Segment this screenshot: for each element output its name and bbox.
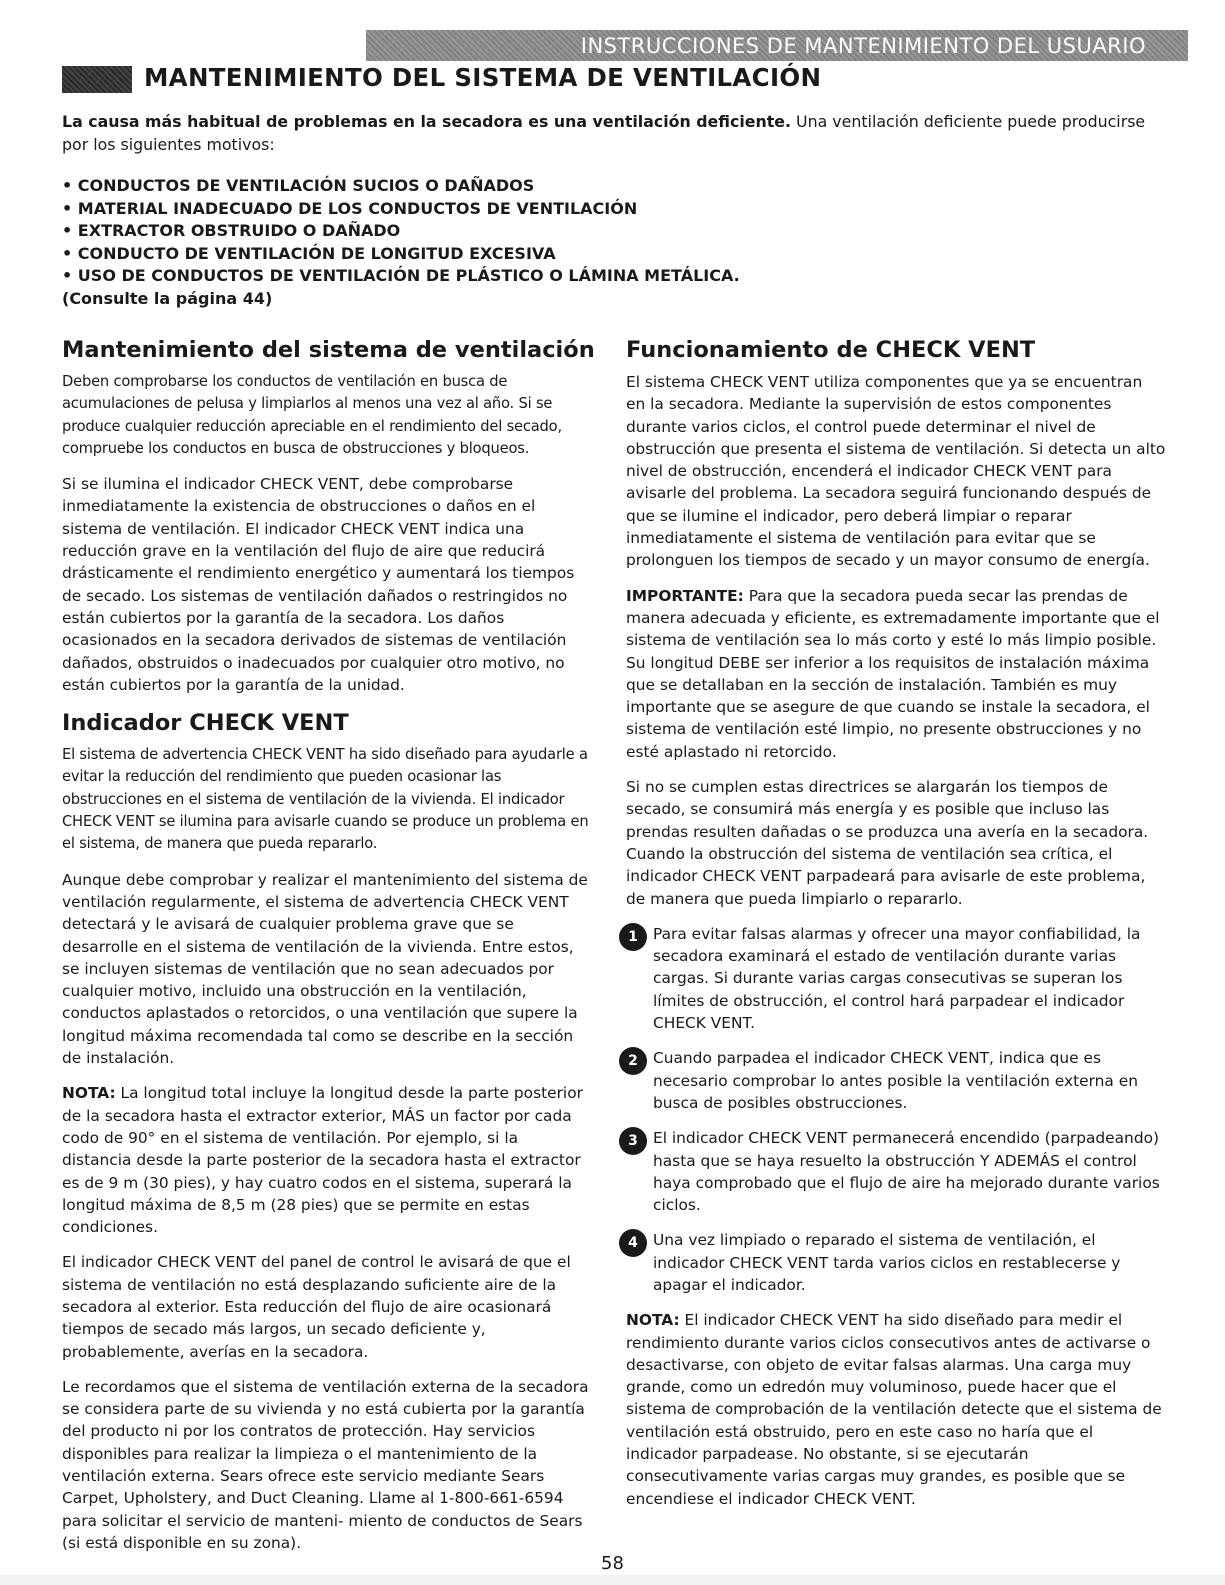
cause-item: • USO DE CONDUCTOS DE VENTILACIÓN DE PLÁSTICO O LÁMINA METÁLICA. xyxy=(62,266,740,285)
section-heading-operation: Funcionamiento de CHECK VENT xyxy=(626,337,1036,363)
numbered-item xyxy=(626,1229,1166,1296)
important-paragraph xyxy=(626,585,1166,763)
page-title: MANTENIMIENTO DEL SISTEMA DE VENTILACIÓN xyxy=(144,63,822,92)
paragraph: El sistema CHECK VENT utiliza componentes que ya se encuentran en la secadora. Mediante la supervisión de estos componentes durante varios ciclos, el control puede determinar el nivel de obstrucción que presenta el sistema de ventilación. Si detecta un alto nivel de obstrucción, encenderá el indicador CHECK VENT para avisarle del problema. La secadora seguirá funcionando después de que se ilumine el indicador, pero deberá limpiar o reparar inmediatamente el sistema de ventilación para evitar que se prolonguen los tiempos de secado y un mayor consumo de energía. xyxy=(626,373,1166,570)
numbered-item xyxy=(626,1047,1166,1114)
number-badge-icon: 2 xyxy=(619,1047,647,1075)
left-column xyxy=(62,336,595,1567)
note-paragraph xyxy=(62,1082,590,1238)
causes-list xyxy=(62,175,1167,310)
paragraph: Si se ilumina el indicador CHECK VENT, debe comprobarse inmediatamente la existencia de obstrucciones o daños en el sistema de ventilación. El indicador CHECK VENT indica una reducción grave en la ventilación del flujo de aire que reducirá drásticamente el rendimiento energético y aumentará los tiempos de secado. Los sistemas de ventilación dañados o restringidos no están cubiertos por la garantía de la secadora. Los daños ocasionados en la secadora derivados de sistemas de ventilación dañados, obstruidos o inadecuados por cualquier otro motivo, no están cubiertos por la garantía de la unidad. xyxy=(62,475,575,694)
cause-item: • EXTRACTOR OBSTRUIDO O DAÑADO xyxy=(62,221,401,240)
page-number: 58 xyxy=(601,1553,624,1574)
note-paragraph xyxy=(626,1309,1166,1510)
paragraph: Aunque debe comprobar y realizar el mantenimiento del sistema de ventilación regularmente, el sistema de advertencia CHECK VENT detectará y le avisará de cualquier problema grave que se desarrolle en el sistema de ventilación de la vivienda. Entre estos, se incluyen sistemas de ventilación que no sean adecuados por cualquier motivo, incluido una obstrucción en la ventilación, conductos aplastados o retorcidos, o una ventilación que supere la longitud máxima recomendada tal como se describe en la sección de instalación. xyxy=(62,870,588,1068)
numbered-item xyxy=(626,923,1166,1034)
intro-rest: Una ventilación deficiente puede producirse por los siguientes motivos: xyxy=(62,112,1146,154)
paragraph: El indicador CHECK VENT del panel de control le avisará de que el sistema de ventilación no está desplazando suficiente aire de la secadora al exterior. Esta reducción del flujo de aire ocasionará tiempos de secado más largos, un secado deficiente y, probablemente, averías en la secadora. xyxy=(62,1253,571,1361)
numbered-item-text: Para evitar falsas alarmas y ofrecer una mayor confiabilidad, la secadora examinará el estado de ventilación durante varias cargas. Si durante varias cargas consecutivas se superan los límites de obstrucción, el control hará parpadear el indicador CHECK VENT. xyxy=(653,924,1141,1033)
banner-text: INSTRUCCIONES DE MANTENIMIENTO DEL USUARIO xyxy=(580,33,1146,58)
cause-item: • MATERIAL INADECUADO DE LOS CONDUCTOS DE VENTILACIÓN xyxy=(62,198,638,218)
section-banner xyxy=(366,30,1188,61)
section-heading-maintenance: Mantenimiento del sistema de ventilación xyxy=(62,337,595,363)
important-label: IMPORTANTE: xyxy=(626,586,744,605)
right-column xyxy=(626,336,1166,1523)
cause-reference: (Consulte la página 44) xyxy=(62,288,273,308)
numbered-item-text: Una vez limpiado o reparado el sistema de ventilación, el indicador CHECK VENT tarda varios ciclos en restablecerse y apagar el indicador. xyxy=(653,1231,1121,1294)
note-label: NOTA: xyxy=(62,1084,116,1103)
cause-item: • CONDUCTOS DE VENTILACIÓN SUCIOS O DAÑADOS xyxy=(62,176,535,195)
cause-item: • CONDUCTO DE VENTILACIÓN DE LONGITUD EXCESIVA xyxy=(62,243,556,263)
number-badge-icon: 1 xyxy=(619,923,647,951)
numbered-item-text: Cuando parpadea el indicador CHECK VENT, indica que es necesario comprobar lo antes posible la ventilación externa en busca de posibles obstrucciones. xyxy=(653,1049,1138,1112)
intro-bold: La causa más habitual de problemas en la secadora es una ventilación deficiente. xyxy=(62,112,791,131)
numbered-item xyxy=(626,1127,1166,1216)
paragraph: El sistema de advertencia CHECK VENT ha sido diseñado para ayudarle a evitar la reducción del rendimiento que pueden ocasionar las obstrucciones en el sistema de ventilación de la vivienda. El indicador CHECK VENT se ilumina para avisarle cuando se produce un problema en el sistema, de manera que pueda repararlo. xyxy=(62,746,589,853)
bottom-edge xyxy=(0,1575,1225,1585)
numbered-item-text: El indicador CHECK VENT permanecerá encendido (parpadeando) hasta que se haya resuelto la obstrucción Y ADEMÁS el control haya comprobado que el flujo de aire ha mejorado durante varios ciclos. xyxy=(653,1129,1160,1215)
paragraph: Si no se cumplen estas directrices se alargarán los tiempos de secado, se consumirá más energía y es posible que incluso las prendas resulten dañadas o se produzca una avería en la secadora. Cuando la obstrucción del sistema de ventilación sea crítica, el indicador CHECK VENT parpadeará para avisarle de este problema, de manera que pueda limpiarlo o repararlo. xyxy=(626,778,1149,908)
number-badge-icon: 3 xyxy=(619,1127,647,1155)
important-text: Para que la secadora pueda secar las prendas de manera adecuada y eficiente, es extremadamente importante que el sistema de ventilación sea lo más corto y esté lo más limpio posible. Su longitud DEBE ser inferior a los requisitos de instalación máxima que se detallaban en la sección de instalación. También es muy importante que se asegure de que cuando se instale la secadora, el sistema de ventilación esté limpio, no presente obstrucciones y no esté aplastado ni retorcido. xyxy=(626,586,1160,761)
note-text: La longitud total incluye la longitud desde la parte posterior de la secadora hasta el extractor exterior, MÁS un factor por cada codo de 90° en el sistema de ventilación. Por ejemplo, si la distancia desde la parte posterior de la secadora hasta el extractor es de 9 m (30 pies), y hay cuatro codos en el sistema, superará la longitud máxima de 8,5 m (28 pies) que se permite en estas condiciones. xyxy=(62,1084,583,1237)
intro-paragraph xyxy=(62,110,1167,156)
title-marker-block xyxy=(62,66,132,93)
paragraph: Deben comprobarse los conductos de ventilación en busca de acumulaciones de pelusa y limpiarlos al menos una vez al año. Si se produce cualquier reducción apreciable en el rendimiento del secado, compruebe los conductos en busca de obstrucciones y bloqueos. xyxy=(62,373,562,457)
note-text: El indicador CHECK VENT ha sido diseñado para medir el rendimiento durante varios ciclos consecutivos antes de activarse o desactivarse, con objeto de evitar falsas alarmas. Una carga muy grande, como un edredón muy voluminoso, puede hacer que el sistema de comprobación de la ventilación detecte que el sistema de ventilación está obstruido, pero en este caso no haría que el indicador parpadease. No obstante, si se ejecutarán consecutivamente varias cargas muy grandes, es posible que se encendiese el indicador CHECK VENT. xyxy=(626,1311,1162,1508)
note-label: NOTA: xyxy=(626,1311,680,1330)
paragraph: Le recordamos que el sistema de ventilación externa de la secadora se considera parte de su vivienda y no está cubierta por la garantía del producto ni por los contratos de protección. Hay servicios disponibles para realizar la limpieza o el mantenimiento de la ventilación externa. Sears ofrece este servicio mediante Sears Carpet, Upholstery, and Duct Cleaning. Llame al 1-800-661-6594 para solicitar el servicio de manteni- miento de conductos de Sears (si está disponible en su zona). xyxy=(62,1377,589,1552)
section-heading-indicator: Indicador CHECK VENT xyxy=(62,710,349,737)
number-badge-icon: 4 xyxy=(619,1229,647,1257)
